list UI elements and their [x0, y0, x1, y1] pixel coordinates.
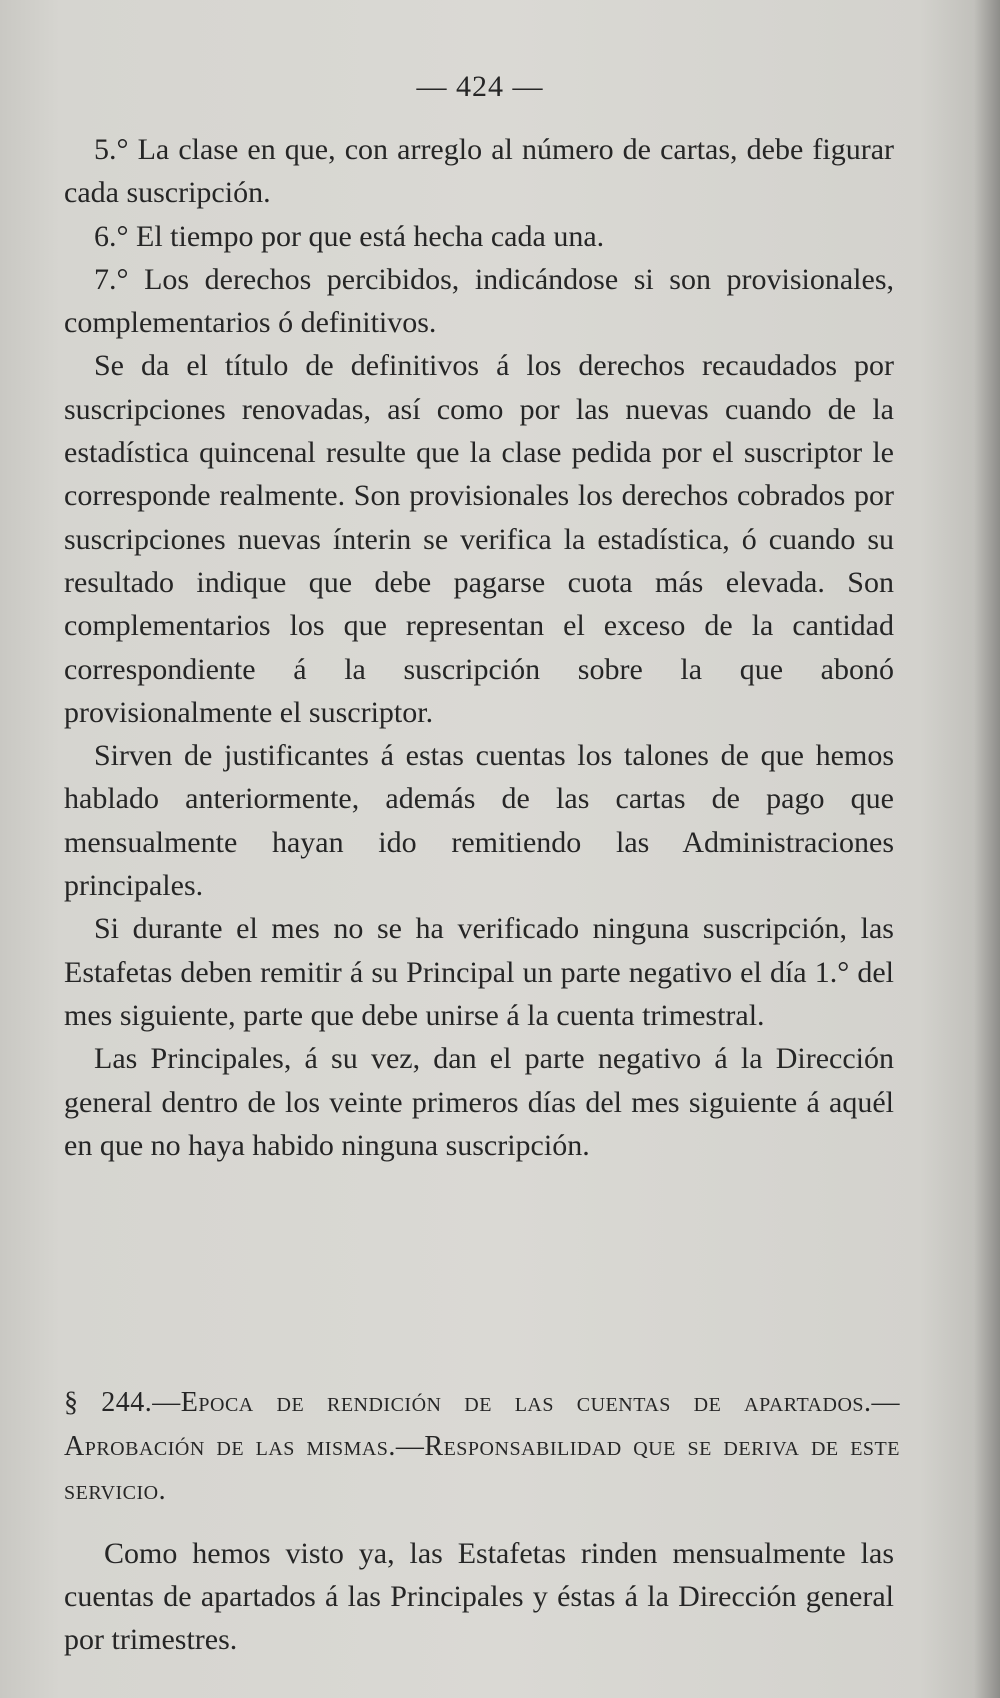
paragraph-justificantes: Sirven de justificantes á estas cuentas los talones de que hemos hablado anteriormente, además de las cartas de pago que mensualmente hayan ido remitiendo las Administraciones principales. — [64, 739, 894, 903]
section-heading — [64, 1381, 900, 1513]
paragraph-item-7: 7.° Los derechos percibidos, indicándose si son provisionales, complementarios ó definitivos. — [64, 262, 894, 340]
paragraph-item-5: 5.° La clase en que, con arreglo al número de cartas, debe figurar cada suscripción. — [64, 133, 894, 210]
page-edge-shadow — [974, 0, 1000, 1698]
body-text — [64, 128, 894, 1167]
section-title: Epoca de rendición de las cuentas de apartados.— Aprobación de las mismas.—Responsabilidad que se deriva de este servicio. — [64, 1387, 901, 1506]
section-number: § 244.— — [64, 1387, 181, 1418]
paragraph-final: Como hemos visto ya, las Estafetas rinden mensualmente las cuentas de apartados á las Principales y éstas á la Dirección general por trimestres. — [64, 1537, 894, 1656]
page-number: — 424 — — [416, 70, 544, 103]
paragraph-principales: Las Principales, á su vez, dan el parte negativo á la Dirección general dentro de los veinte primeros días del mes siguiente á aquél en que no haya habido ninguna suscripción. — [64, 1042, 894, 1162]
final-text — [64, 1532, 894, 1661]
paragraph-definitivos: Se da el título de definitivos á los derechos recaudados por suscripciones renovadas, así como por las nuevas cuando de la estadística quincenal resulte que la clase pedida por el suscriptor le corresponde realmente. Son provisionales los derechos cobrados por suscripciones nuevas ínterin se verifica la estadística, ó cuando su resultado indique que debe pagarse cuota más elevada. Son complementarios los que representan el exceso de la cantidad correspondiente á la suscripción sobre la que abonó provisionalmente el suscriptor. — [64, 349, 894, 729]
paragraph-parte-negativo: Si durante el mes no se ha verificado ninguna suscripción, las Estafetas deben remitir á su Principal un parte negativo el día 1.° del mes siguiente, parte que debe unirse á la cuenta trimestral. — [64, 912, 894, 1032]
paragraph-item-6: 6.° El tiempo por que está hecha cada una. — [94, 219, 605, 253]
